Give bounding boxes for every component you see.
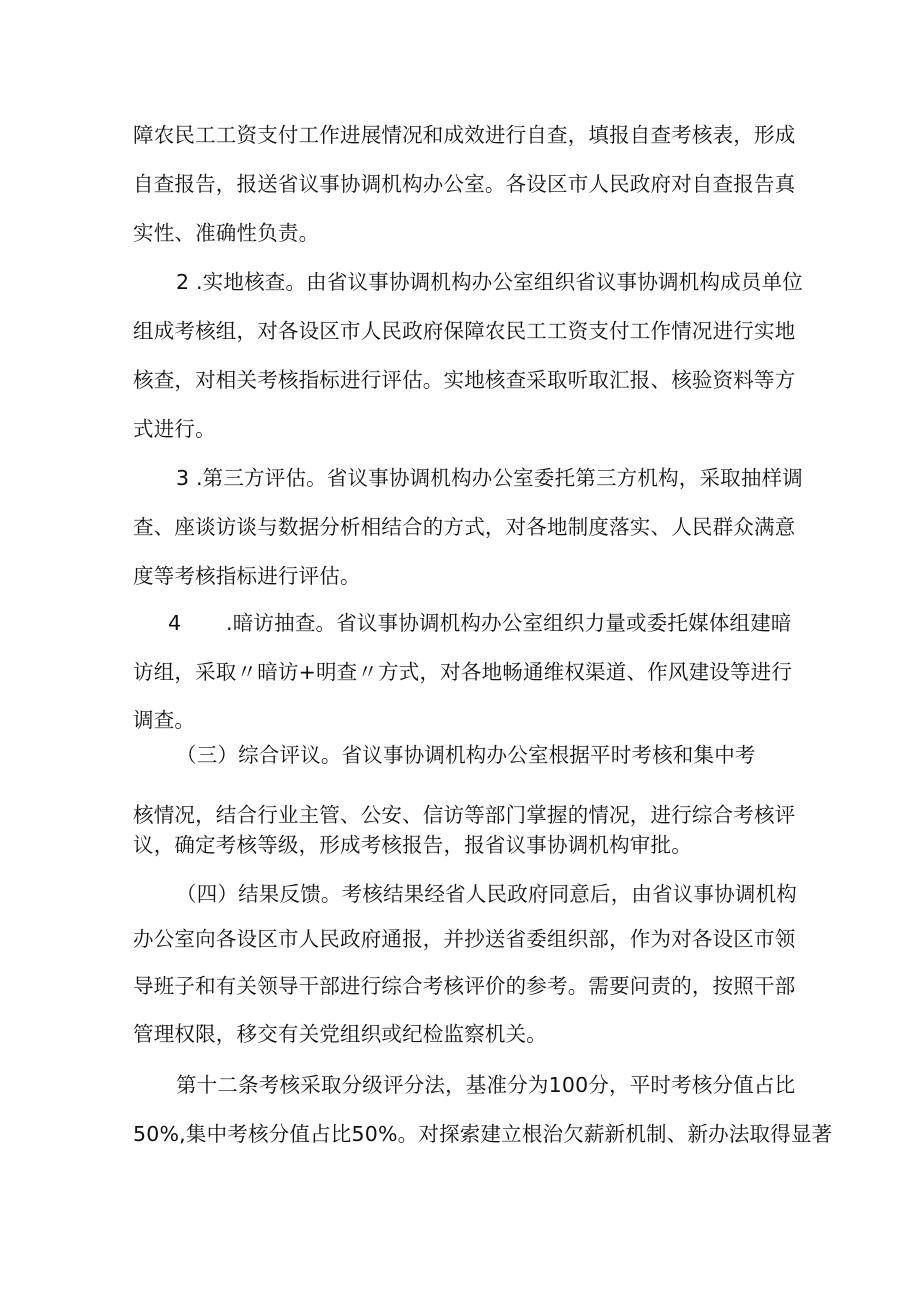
paragraph-line: 50%,集中考核分值占比50%。对探索建立根治欠薪新机制、新办法取得显著: [133, 1122, 833, 1146]
paragraph-line: 访组，采取〃暗访+明查〃方式，对各地畅通维权渠道、作风建设等进行: [133, 660, 793, 684]
paragraph-line: 管理权限，移交有关党组织或纪检监察机关。: [133, 1022, 547, 1046]
paragraph-line: 调查。: [133, 708, 196, 732]
paragraph-line: 查、座谈访谈与数据分析相结合的方式，对各地制度落实、人民群众满意: [133, 515, 796, 539]
paragraph-line: 障农民工工资支付工作进展情况和成效进行自查，填报自查考核表，形成: [133, 123, 796, 147]
paragraph-line: 度等考核指标进行评估。: [133, 564, 361, 588]
paragraph-line: 实性、准确性负责。: [133, 221, 320, 245]
paragraph-line: （三）综合评议。省议事协调机构办公室根据平时考核和集中考: [176, 743, 756, 767]
paragraph-line: 议，确定考核等级，形成考核报告，报省议事协调机构审批。: [133, 833, 692, 857]
paragraph-line: .暗访抽查。省议事协调机构办公室组织力量或委托媒体组建暗: [226, 611, 792, 635]
item-number: 4: [168, 611, 182, 635]
paragraph-line: 式进行。: [133, 417, 216, 441]
paragraph-line: （四）结果反馈。考核结果经省人民政府同意后，由省议事协调机构: [176, 882, 797, 906]
paragraph-line: 组成考核组，对各设区市人民政府保障农民工工资支付工作情况进行实地: [133, 319, 796, 343]
paragraph-line: 核查，对相关考核指标进行评估。实地核查采取听取汇报、核验资料等方: [133, 368, 796, 392]
paragraph-line: 2 .实地核查。由省议事协调机构办公室组织省议事协调机构成员单位: [176, 270, 803, 294]
paragraph-line: 自查报告，报送省议事协调机构办公室。各设区市人民政府对自查报告真: [133, 172, 796, 196]
paragraph-line: 3 .第三方评估。省议事协调机构办公室委托第三方机构，采取抽样调: [176, 466, 803, 490]
paragraph-line: 第十二条考核采取分级评分法，基准分为100分，平时考核分值占比: [176, 1073, 796, 1097]
paragraph-line: 导班子和有关领导干部进行综合考核评价的参考。需要问责的，按照干部: [133, 974, 796, 998]
paragraph-line: 核情况，结合行业主管、公安、信访等部门掌握的情况，进行综合考核评: [133, 803, 796, 827]
paragraph-number: [168, 609, 792, 637]
paragraph-line: 办公室向各设区市人民政府通报，并抄送省委组织部，作为对各设区市领: [133, 927, 796, 951]
